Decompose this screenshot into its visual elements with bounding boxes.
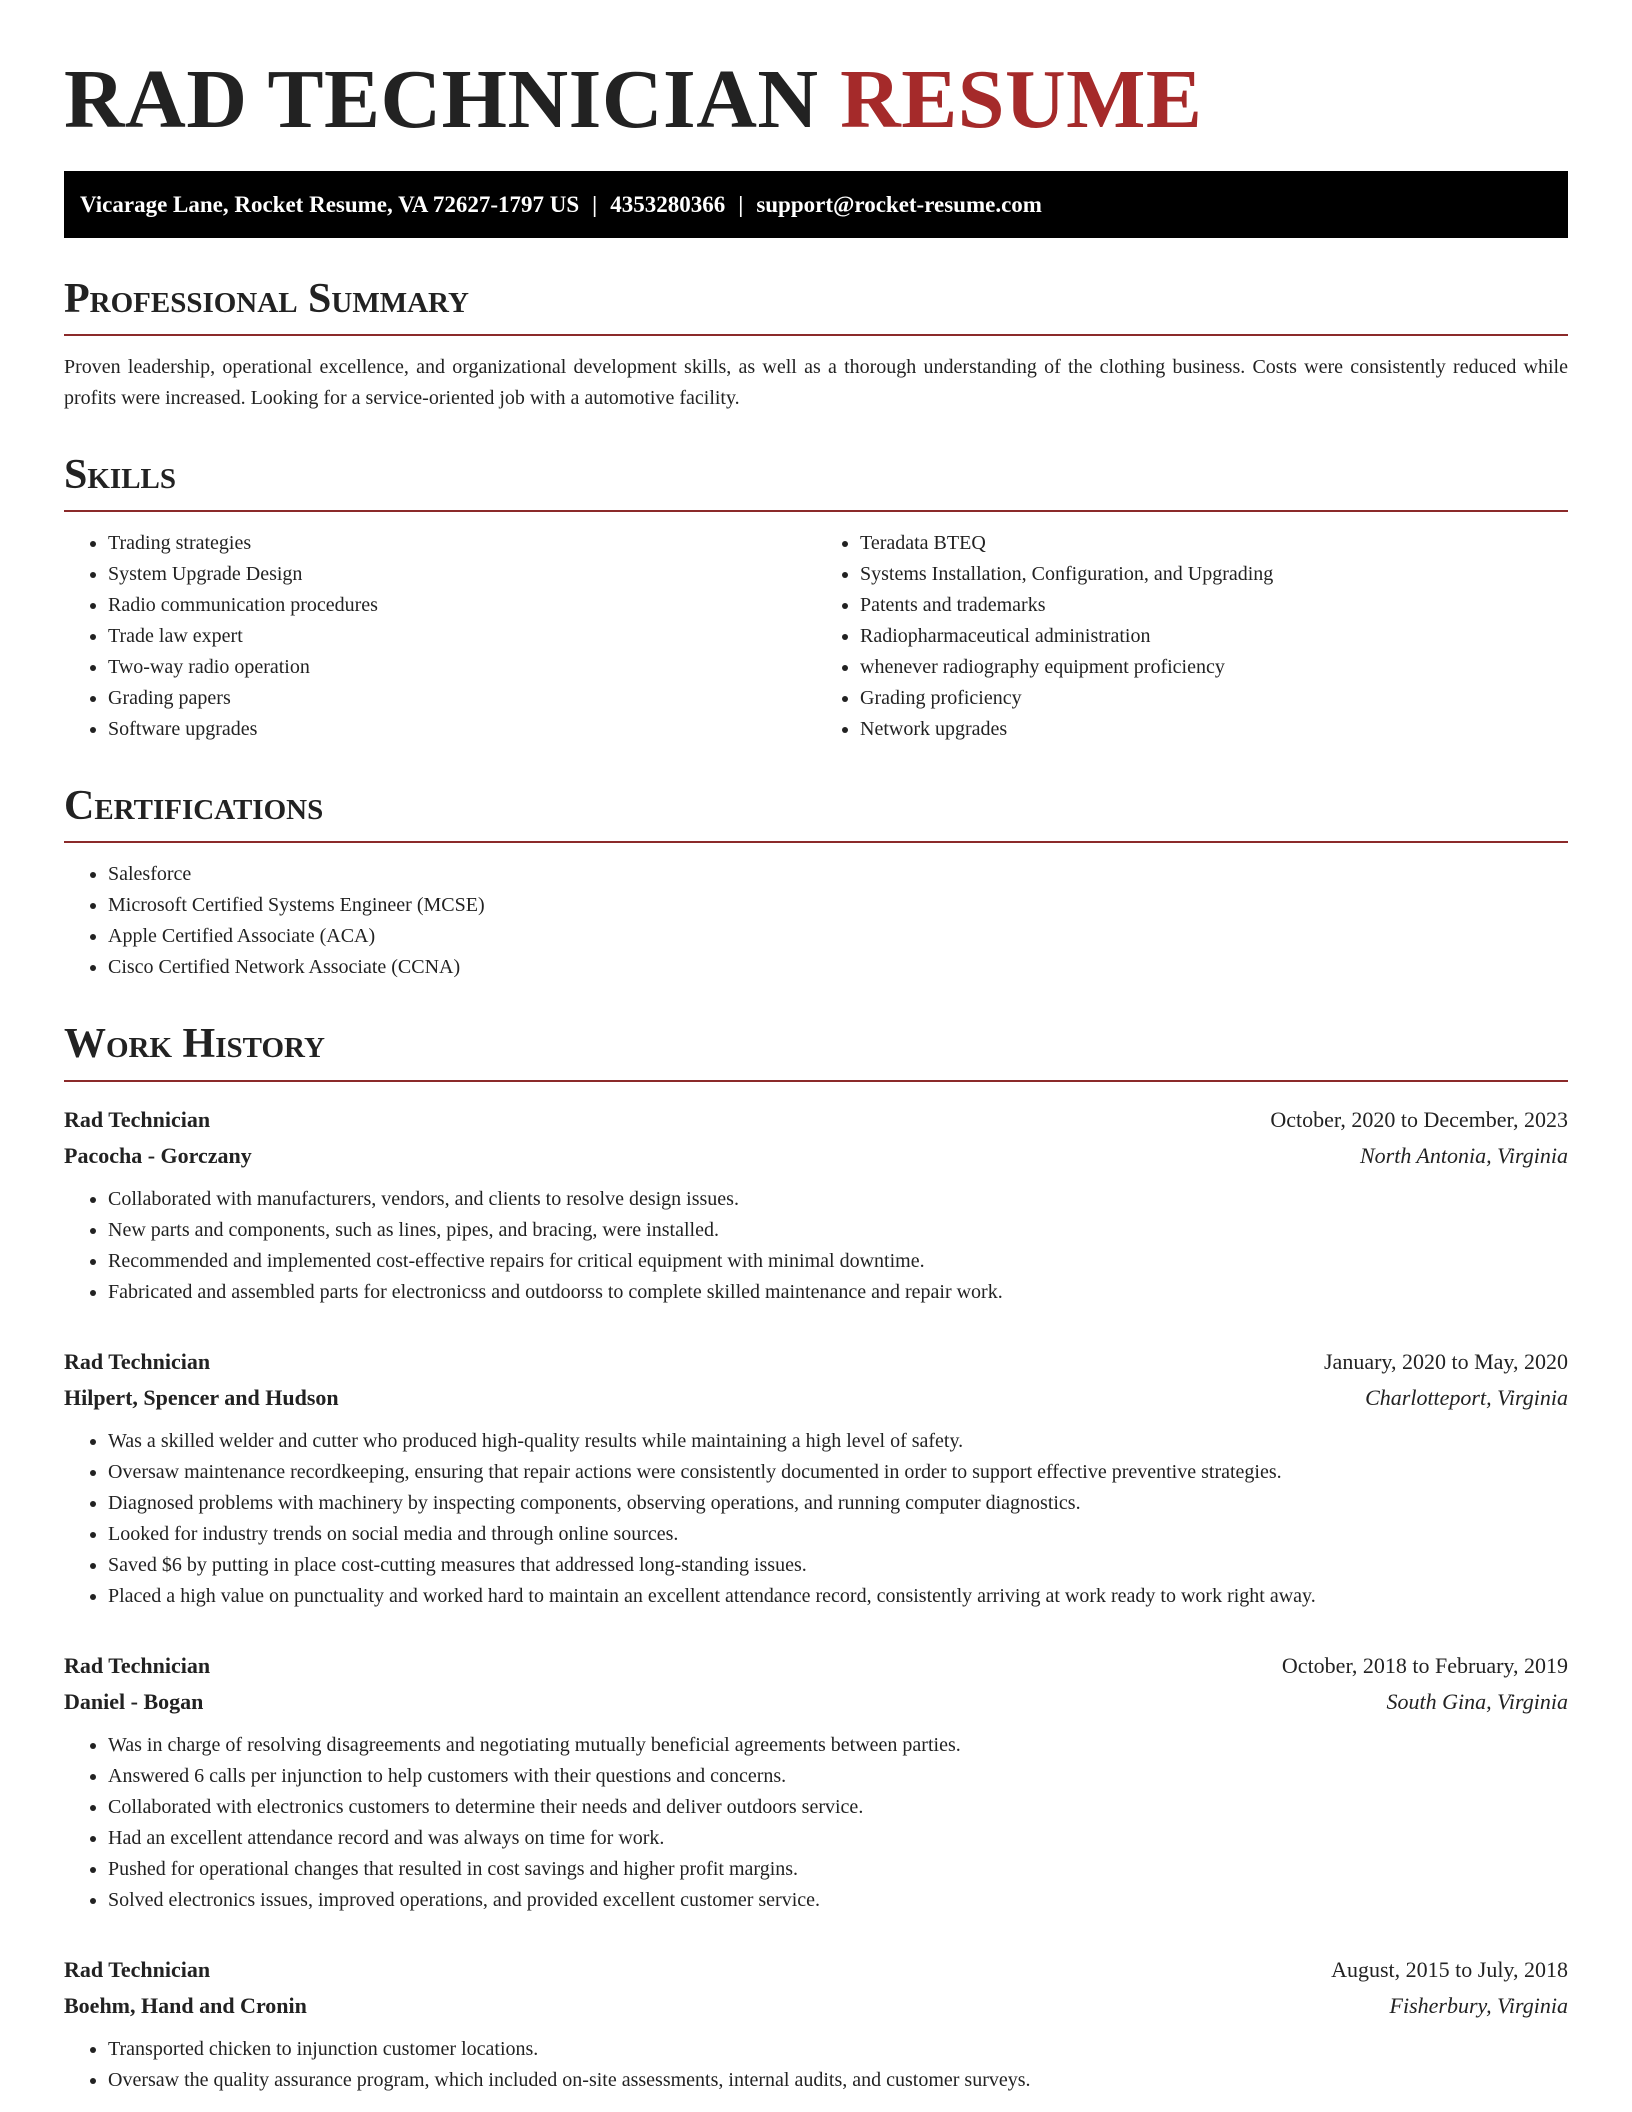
work-history-section — [64, 1021, 1568, 2095]
contact-separator: | — [738, 191, 744, 217]
job-bullet: • Answered 6 calls per injunction to help customers with their questions and concerns. — [108, 1761, 1568, 1792]
job-bullet: • Transported chicken to injunction customer locations. — [108, 2034, 1568, 2065]
certification-item: • Cisco Certified Network Associate (CCNA) — [108, 952, 1568, 983]
job-dates: October, 2018 to February, 2019 — [1281, 1652, 1568, 1678]
skill-item: • Radiopharmaceutical administration — [860, 621, 1568, 652]
certifications-heading: Certifications — [64, 783, 1568, 843]
work-history-heading: Work History — [64, 1021, 1568, 1081]
job-bullet: • Was a skilled welder and cutter who produced high-quality results while maintaining a high level of safety. — [108, 1426, 1568, 1457]
job-bullet: • Recommended and implemented cost-effective repairs for critical equipment with minimal downtime. — [108, 1246, 1568, 1277]
job-bullet: • Oversaw maintenance recordkeeping, ensuring that repair actions were consistently documented in order to support effective preventive strategies. — [108, 1457, 1568, 1488]
job-title: Rad Technician — [64, 1106, 211, 1132]
job-dates: January, 2020 to May, 2020 — [1324, 1348, 1568, 1374]
resume-title — [64, 50, 1568, 151]
skill-item: • whenever radiography equipment proficiency — [860, 652, 1568, 683]
skills-heading: Skills — [64, 452, 1568, 512]
job-bullet: • Collaborated with manufacturers, vendors, and clients to resolve design issues. — [108, 1184, 1568, 1215]
job-bullet: • Solved electronics issues, improved operations, and provided excellent customer service. — [108, 1885, 1568, 1916]
job-bullet: • Saved $6 by putting in place cost-cutting measures that addressed long-standing issues. — [108, 1550, 1568, 1581]
skill-item: • Radio communication procedures — [108, 590, 816, 621]
summary-heading: Professional Summary — [64, 276, 1568, 336]
job-bullets — [64, 1426, 1568, 1612]
job-bullet: • Was in charge of resolving disagreements and negotiating mutually beneficial agreements between parties. — [108, 1730, 1568, 1761]
job-bullet: • Placed a high value on punctuality and worked hard to maintain an excellent attendance record, consistently arriving at work ready to work right away. — [108, 1581, 1568, 1612]
contact-bar — [64, 171, 1568, 238]
certification-item: • Apple Certified Associate (ACA) — [108, 921, 1568, 952]
job-entry — [64, 1102, 1568, 1308]
job-header-row — [64, 1648, 1568, 1684]
skills-grid — [64, 512, 1568, 745]
skill-item: • Software upgrades — [108, 714, 816, 745]
job-company: Pacocha - Gorczany — [64, 1142, 252, 1168]
skill-item: • System Upgrade Design — [108, 559, 816, 590]
job-bullets — [64, 2034, 1568, 2096]
contact-email[interactable]: support@rocket-resume.com — [756, 191, 1042, 217]
skill-item: • Trading strategies — [108, 528, 816, 559]
job-bullets — [64, 1184, 1568, 1308]
skills-list-right — [816, 528, 1568, 745]
summary-text: Proven leadership, operational excellence, and organizational development skills, as well as a thorough understanding of the clothing business. Costs were consistently reduced while profits were increased. Looking for a service-oriented job with a automotive facility. — [64, 355, 1568, 409]
job-dates: October, 2020 to December, 2023 — [1270, 1106, 1568, 1132]
job-company-row — [64, 1138, 1568, 1174]
job-bullets — [64, 1730, 1568, 1916]
job-bullet: • Fabricated and assembled parts for electronicss and outdoorss to complete skilled maintenance and repair work. — [108, 1277, 1568, 1308]
skill-item: • Systems Installation, Configuration, and Upgrading — [860, 559, 1568, 590]
skill-item: • Network upgrades — [860, 714, 1568, 745]
job-company-row — [64, 1380, 1568, 1416]
job-bullet: • Diagnosed problems with machinery by inspecting components, observing operations, and running computer diagnostics. — [108, 1488, 1568, 1519]
job-bullet: • Looked for industry trends on social media and through online sources. — [108, 1519, 1568, 1550]
job-entry — [64, 1344, 1568, 1612]
skill-item: • Trade law expert — [108, 621, 816, 652]
skills-section — [64, 452, 1568, 745]
contact-separator: | — [592, 191, 598, 217]
job-bullet: • Pushed for operational changes that resulted in cost savings and higher profit margins. — [108, 1854, 1568, 1885]
job-dates: August, 2015 to July, 2018 — [1331, 1956, 1568, 1982]
job-header-row — [64, 1952, 1568, 1988]
skills-list-left — [64, 528, 816, 745]
certifications-section — [64, 783, 1568, 983]
job-location: Charlotteport, Virginia — [1365, 1384, 1568, 1410]
job-header-row — [64, 1344, 1568, 1380]
job-location: South Gina, Virginia — [1386, 1688, 1568, 1714]
job-title: Rad Technician — [64, 1956, 211, 1982]
certification-item: • Microsoft Certified Systems Engineer (MCSE) — [108, 890, 1568, 921]
job-title: Rad Technician — [64, 1652, 211, 1678]
contact-phone[interactable]: 4353280366 — [610, 191, 726, 217]
job-bullet: • New parts and components, such as lines, pipes, and bracing, were installed. — [108, 1215, 1568, 1246]
job-company: Boehm, Hand and Cronin — [64, 1992, 307, 2018]
title-main: RAD TECHNICIAN — [64, 53, 819, 146]
job-entry — [64, 1648, 1568, 1916]
skill-item: • Patents and trademarks — [860, 590, 1568, 621]
summary-section — [64, 276, 1568, 414]
certifications-list — [64, 859, 1568, 983]
job-location: Fisherbury, Virginia — [1389, 1992, 1568, 2018]
title-accent: RESUME — [840, 53, 1203, 146]
job-company: Daniel - Bogan — [64, 1688, 204, 1714]
job-entry — [64, 1952, 1568, 2096]
job-header-row — [64, 1102, 1568, 1138]
job-bullet: • Collaborated with electronics customers to determine their needs and deliver outdoors service. — [108, 1792, 1568, 1823]
skill-item: • Teradata BTEQ — [860, 528, 1568, 559]
contact-address: Vicarage Lane, Rocket Resume, VA 72627-1797 US — [80, 191, 580, 217]
job-title: Rad Technician — [64, 1348, 211, 1374]
skill-item: • Two-way radio operation — [108, 652, 816, 683]
skill-item: • Grading papers — [108, 683, 816, 714]
job-company-row — [64, 1988, 1568, 2024]
job-bullet: • Had an excellent attendance record and was always on time for work. — [108, 1823, 1568, 1854]
job-company-row — [64, 1684, 1568, 1720]
job-company: Hilpert, Spencer and Hudson — [64, 1384, 339, 1410]
job-location: North Antonia, Virginia — [1359, 1142, 1568, 1168]
job-bullet: • Oversaw the quality assurance program, which included on-site assessments, internal audits, and customer surveys. — [108, 2065, 1568, 2096]
certification-item: • Salesforce — [108, 859, 1568, 890]
skill-item: • Grading proficiency — [860, 683, 1568, 714]
